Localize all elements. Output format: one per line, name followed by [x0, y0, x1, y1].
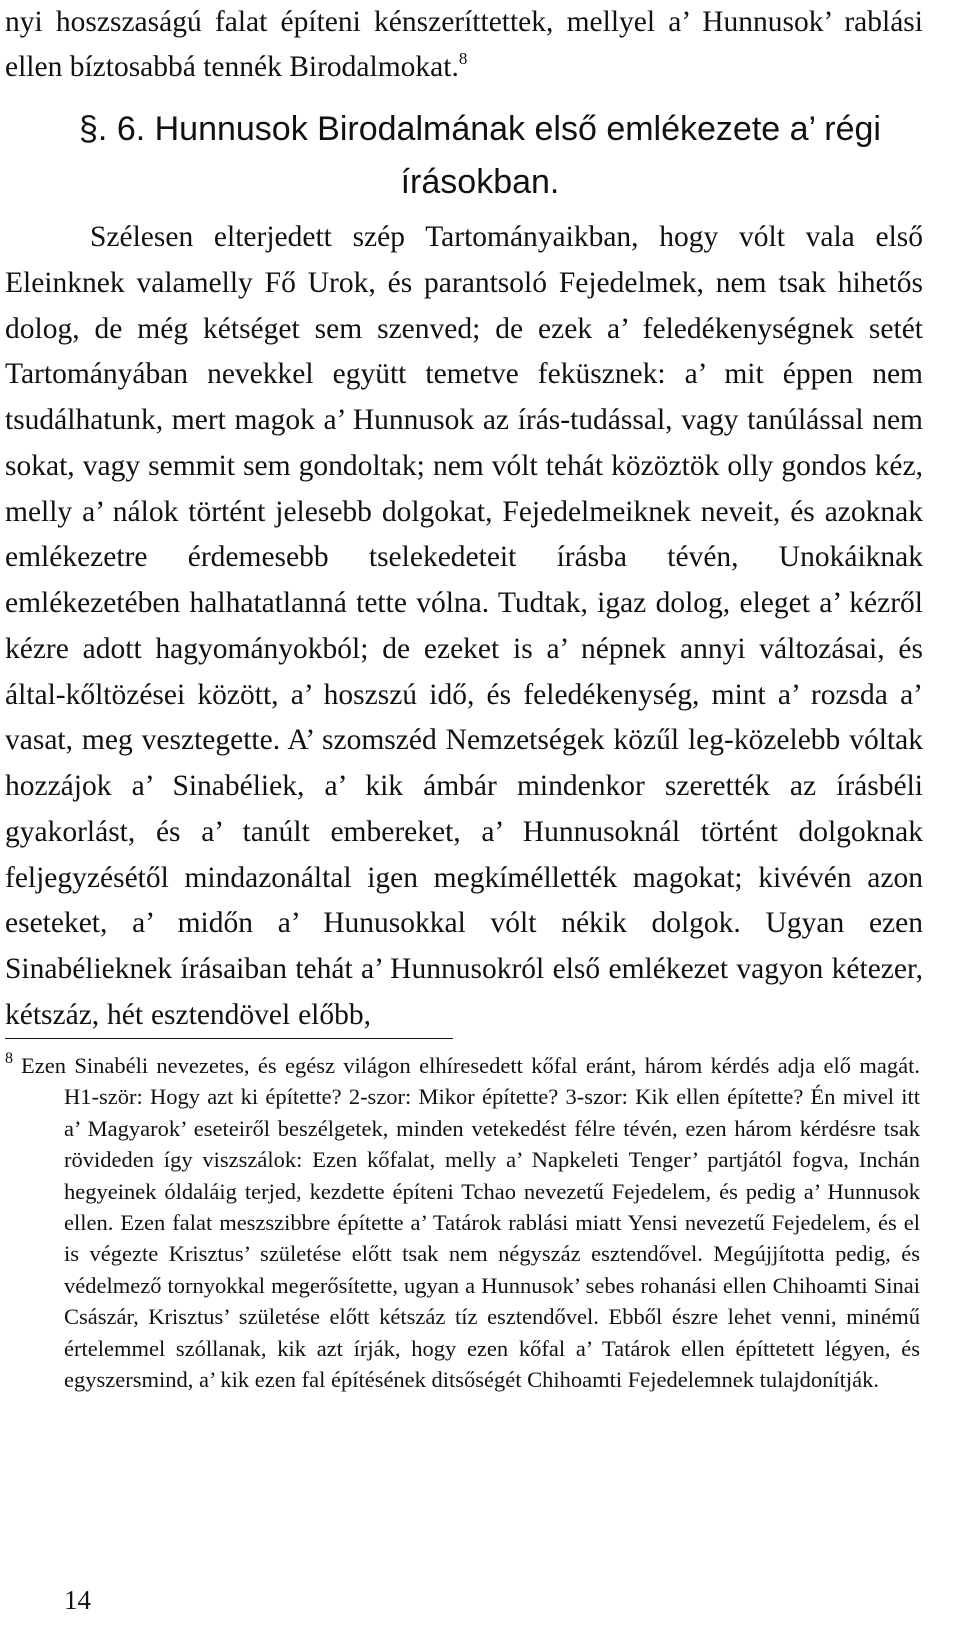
- continued-paragraph: [5, 0, 923, 90]
- footnote-reference: 8: [458, 49, 468, 68]
- footnote-text-block: [21, 1050, 920, 1395]
- footnote-mark: 8: [5, 1050, 13, 1067]
- footnote-separator: [5, 1038, 453, 1039]
- continued-paragraph-text: nyi hoszszaságú falat építeni kénszeríttettek, mellyel a’ Hunnusok’ rablási ellen bíztosabbá tennék Birodalmokat.: [5, 6, 923, 83]
- page-number: 14: [64, 1585, 91, 1615]
- footnote: [5, 1050, 920, 1395]
- body-paragraph: Szélesen elterjedett szép Tartományaikban, hogy vólt vala első Eleinknek valamelly Fő Urok, és parantsoló Fejedelmek, nem tsak hihetős dolog, de még kétséget sem szenved; de ezek a’ feledékenységnek setét Tartományában nevekkel együtt temetve feküsznek: a’ mit éppen nem tsudálhatunk, mert magok a’ Hunnusok az írás-tudással, vagy tanúlással nem sokat, vagy semmit sem gondoltak; nem vólt tehát közöztök olly gondos kéz, melly a’ nálok történt jelesebb dolgokat, Fejedelmeiknek neveit, és azoknak emlékezetre érdemesebb tselekedeteit írásba tévén, Unokáiknak emlékezetében halhatatlanná tette vólna. Tudtak, igaz dolog, eleget a’ kézről kézre adott hagyományokból; de ezeket is a’ népnek annyi változásai, és által-kőltözései között, a’ hoszszú idő, és feledékenység, mint a’ rozsda a’ vasat, meg vesztegette. A’ szomszéd Nemzetségek közűl leg-közelebb vóltak hozzájok a’ Sinabéliek, a’ kik ámbár mindenkor szerették az írásbéli gyakorlást, és a’ tanúlt embereket, a’ Hunnusoknál történt dolgoknak feljegyzésétől mindazonáltal igen megkíméllették magokat; kivévén azon eseteket, a’ midőn a’ Hunusokkal vólt nékik dolgok. Ugyan ezen Sinabélieknek írásaiban tehát a’ Hunnusokról első emlékezet vagyon kétezer, kétszáz, hét esztendövel előbb,: [5, 221, 923, 1031]
- section-heading: §. 6. Hunnusok Birodalmának első emlékezete a’ régi írásokban.: [79, 110, 881, 201]
- footnote-text: Ezen Sinabéli nevezetes, és egész világon elhíresedett kőfal eránt, három kérdés adja elő magát. H1-ször: Hogy azt ki építette? 2-szor: Mikor építette? 3-szor: Kik ellen építette? Én mivel itt a’ Magyarok’ eseteiről beszélgetek, minden vetekedést félre tévén, ezen három kérdésre tsak rövideden így viszszálok: Ezen kőfalat, melly a’ Napkeleti Tenger’ partjától fogva, Inchán hegyeinek óldaláig terjed, kezdette építeni Tchao nevezetű Fejedelem, és pedig a’ Hunnusok ellen. Ezen falat meszszibbre építette a’ Tatárok rablási miatt Yensi nevezetű Fejedelem, és el is végezte Krisztus’ születése előtt tsak nem négyszáz esztendővel. Megújjította pedig, és védelmező tornyokkal megerősítette, ugyan a Hunnusok’ sebes rohanási ellen Chihoamti Sinai Császár, Krisztus’ születése előtt kétszáz tíz esztendővel. Ebből észre lehet venni, minémű értelemmel szóllanak, kik azt írják, hogy ezen kőfal a’ Tatárok ellen építtetett légyen, és egyszersmind, a’ kik ezen fal építésének ditsőségét Chihoamti Fejedelemnek tulajdonítják.: [21, 1053, 920, 1393]
